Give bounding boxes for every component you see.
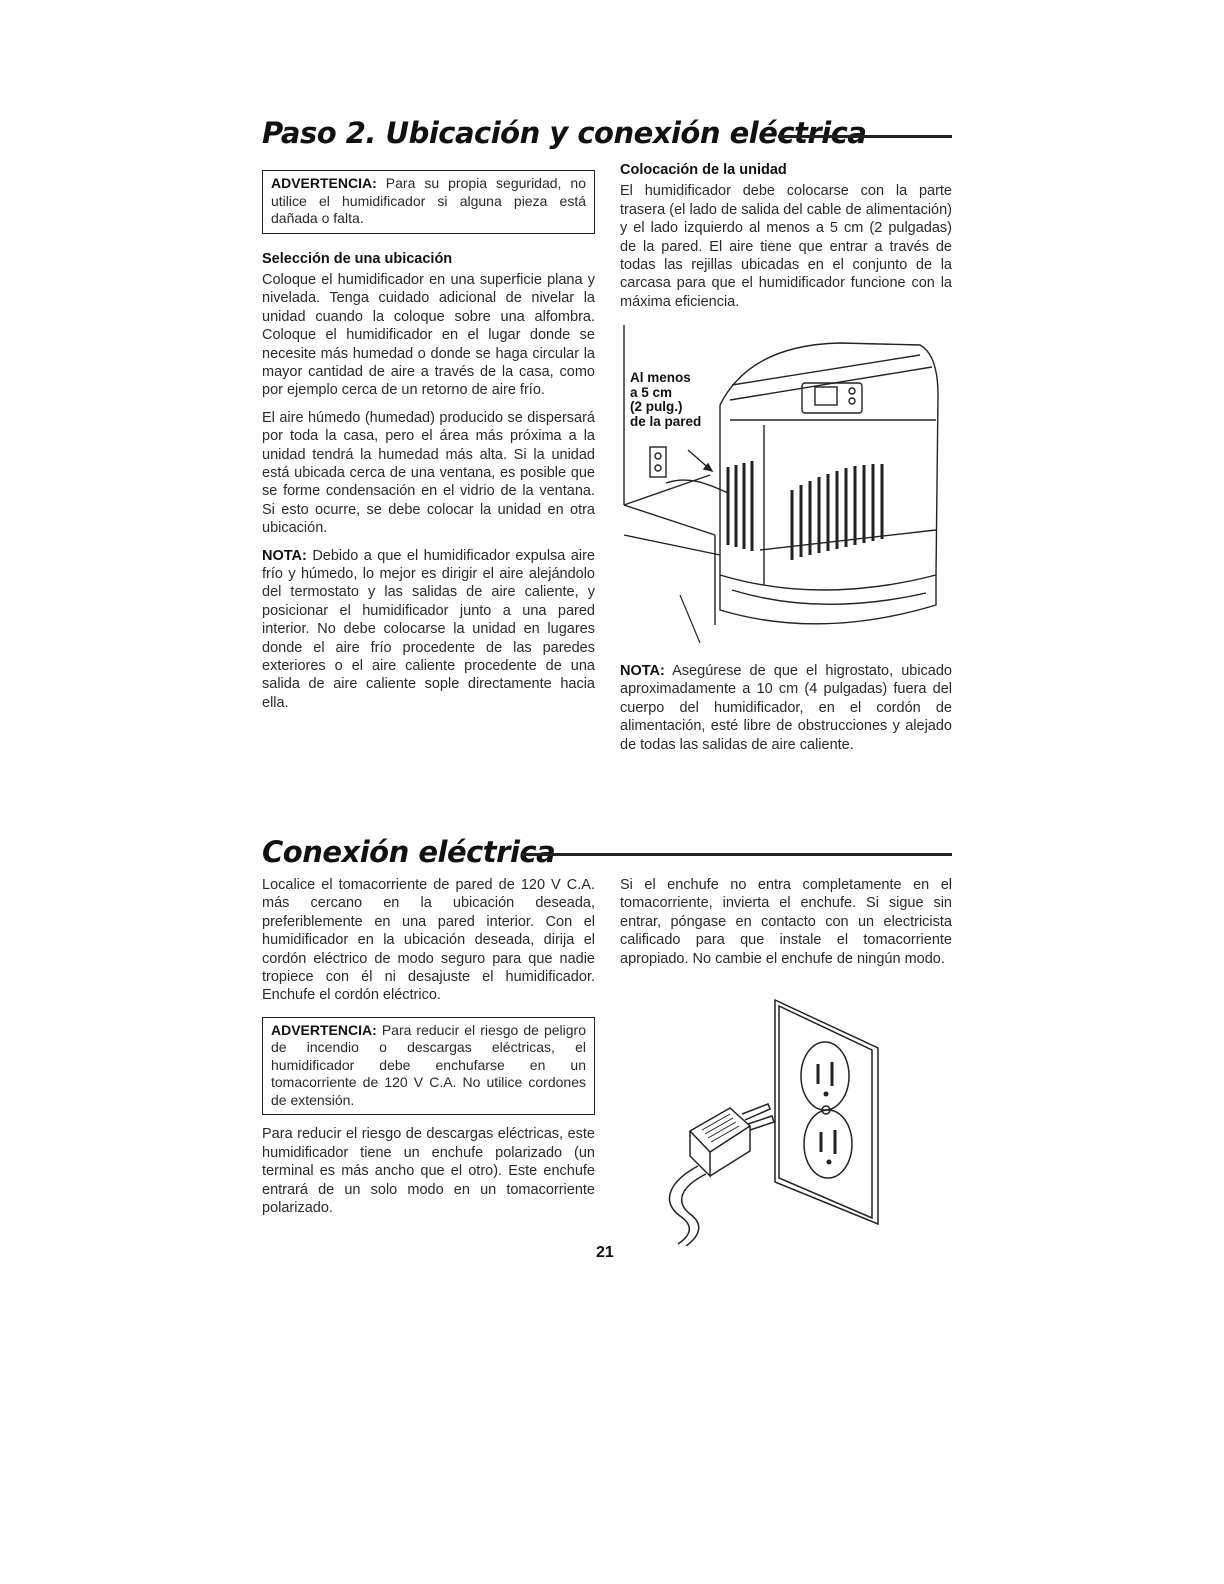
electrical-warning-box [262, 1017, 595, 1116]
warning-text: Para su propia seguridad, no utilice el humidificador si alguna pieza está dañada o falta. [271, 175, 586, 226]
title-rule [522, 853, 952, 856]
wall-distance-line-1: Al menos [630, 370, 691, 385]
wall-distance-line-3: (2 pulg.) [630, 399, 683, 415]
wall-distance-line-2: a 5 cm [630, 384, 673, 400]
note-text: Asegúrese de que el higrostato, ubicado aproximadamente a 10 cm (4 pulgadas) fuera del cuerpo del humidificador, en el cordón de alimentación, esté libre de obstrucciones y alejado de todas las salidas de aire caliente. [620, 663, 952, 753]
warning-text: Para reducir el riesgo de peligro de incendio o descargas eléctricas, el humidificador debe enchufarse en un tomacorriente de 120 V C.A. No utilice cordones de extensión. [271, 1021, 586, 1108]
selection-note [262, 547, 595, 713]
placement-heading: Colocación de la unidad [620, 162, 787, 178]
note-label: NOTA: [262, 547, 307, 564]
wall-distance-line-4: de la pared [630, 413, 702, 429]
section-title-conexion: Conexión eléctrica [262, 835, 556, 869]
section-title-ubicacion: Paso 2. Ubicación y conexión eléctrica [262, 116, 867, 150]
electrical-left-column [262, 876, 595, 1226]
warning-label: ADVERTENCIA: [271, 1021, 377, 1038]
electrical-paragraph-1: Localice el tomacorriente de pared de 120 V C.A. más cercano en la ubicación deseada, preferiblemente en una pared interior. Con el humidificador en la ubicación deseada, dirija el cordón eléctrico de modo seguro para que nadie tropiece con él ni desajuste el humidificador. Enchufe el cordón eléctrico. [262, 877, 595, 1004]
wall-distance-label [630, 371, 722, 429]
note-label: NOTA: [620, 663, 665, 679]
placement-paragraph: El humidificador debe colocarse con la parte trasera (el lado de salida del cable de alimentación) y el lado izquierdo al menos a 5 cm (2 pulgadas) de la pared. El aire tiene que entrar a través de todas las rejillas ubicadas en el conjunto de la carcasa para que el humidificador funcione con la máxima eficiencia. [620, 183, 952, 310]
safety-warning-box [262, 170, 595, 234]
right-column [620, 161, 952, 320]
electrical-right-column [620, 876, 952, 977]
placement-note [620, 662, 952, 754]
warning-label: ADVERTENCIA: [271, 175, 377, 191]
selection-paragraph-1: Coloque el humidificador en una superficie plana y nivelada. Tenga cuidado adicional de nivelar la unidad cuando la coloque sobre una alfombra. Coloque el humidificador en el lugar donde se necesite más humedad o donde se haga circular la mayor cantidad de aire a través de la casa, como por ejemplo cerca de un retorno de aire frío. [262, 271, 595, 399]
selection-paragraph-2: El aire húmedo (humedad) producido se dispersará por toda la casa, pero el área más próxima a la unidad tendrá la humedad más alta. Si la unidad está ubicada cerca de una ventana, es posible que se forme condensación en el vidrio de la ventana. Si esto ocurre, se debe colocar la unidad en otra ubicación. [262, 409, 595, 537]
placement-note-block [620, 662, 952, 763]
left-column [262, 170, 595, 721]
electrical-paragraph-2: Para reducir el riesgo de descargas eléctricas, este humidificador tiene un enchufe polarizado (un terminal es más ancho que el otro). Este enchufe entrará de un solo modo en un tomacorriente polarizado. [262, 1126, 595, 1216]
page-number: 21 [596, 1244, 614, 1261]
selection-heading: Selección de una ubicación [262, 250, 453, 267]
electrical-paragraph-3: Si el enchufe no entra completamente en el tomacorriente, invierta el enchufe. Si sigue sin entrar, póngase en contacto con un electricista calificado para que instale el tomacorriente apropiado. No cambie el enchufe de ningún modo. [620, 877, 952, 967]
note-text: Debido a que el humidificador expulsa aire frío y húmedo, lo mejor es dirigir el aire alejándolo del termostato y las salidas de aire caliente, y posicionar el humidificador junto a una pared interior. No debe colocarse la unidad en lugares donde el aire frío procedente de las paredes exteriores o el aire caliente procedente de una salida de aire caliente sople directamente hacia ella. [262, 547, 595, 711]
polarized-plug-outlet-illustration [650, 996, 885, 1246]
title-rule [778, 135, 952, 138]
